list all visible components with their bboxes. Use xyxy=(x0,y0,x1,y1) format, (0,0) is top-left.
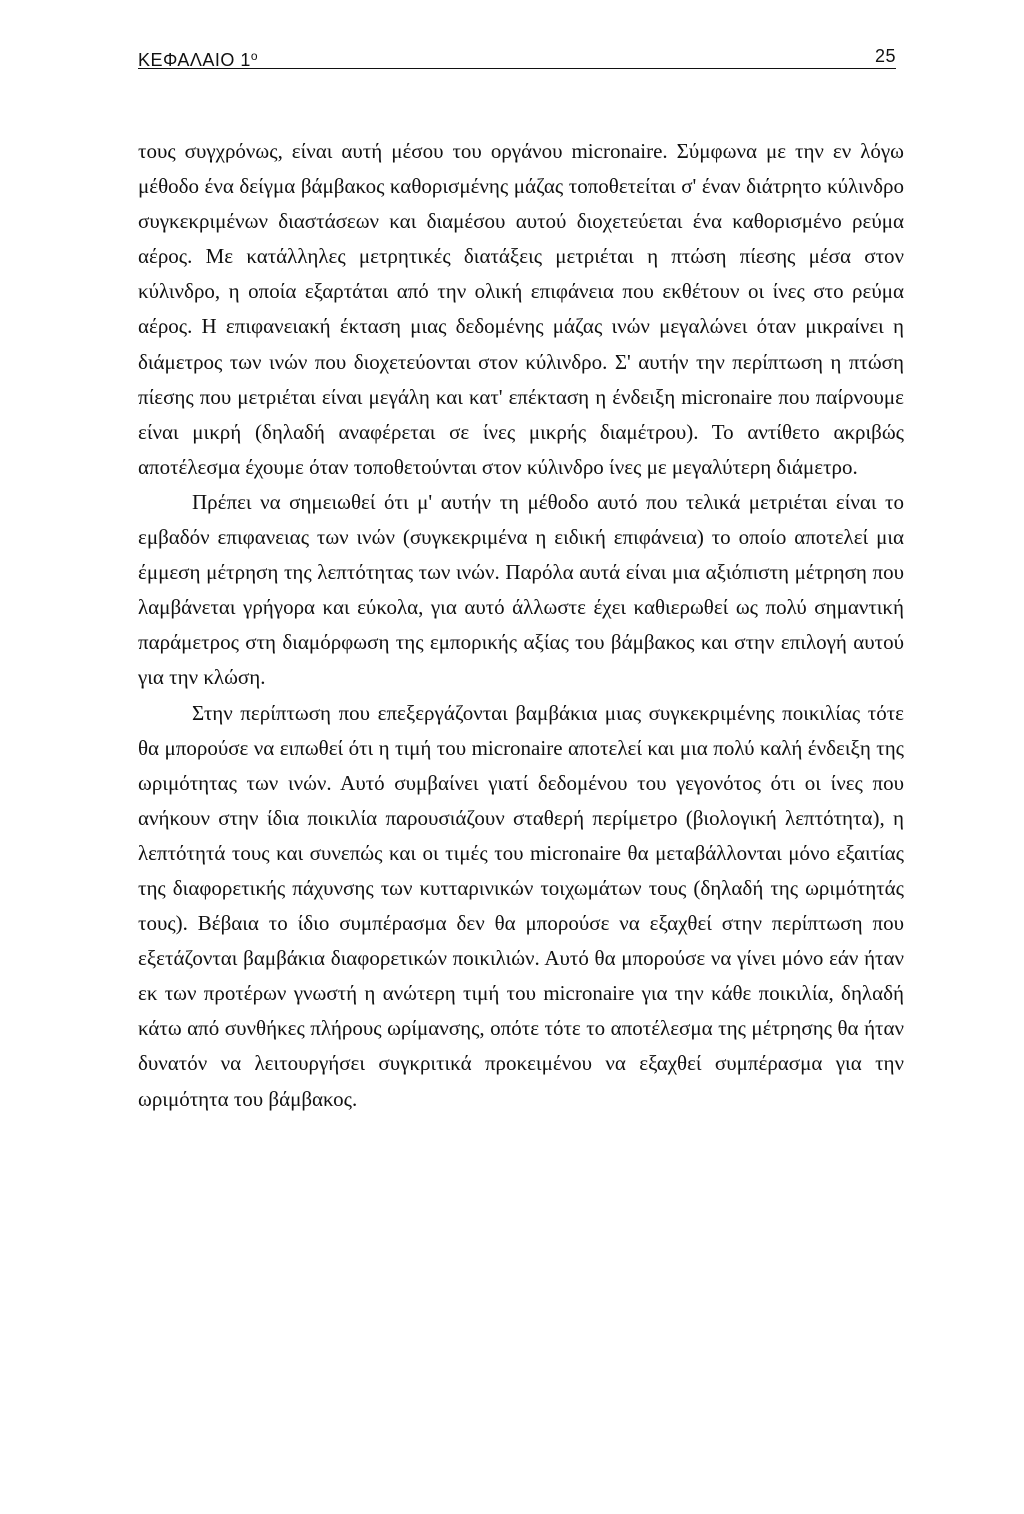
running-header xyxy=(138,46,896,69)
paragraph: Πρέπει να σημειωθεί ότι μ' αυτήν τη μέθοδο αυτό που τελικά μετριέται είναι το εμβαδόν επιφανειας των ινών (συγκεκριμένα η ειδική επιφάνεια) το οποίο αποτελεί μια έμμεση μέτρηση της λεπτότητας των ινών. Παρόλα αυτά είναι μια αξιόπιστη μέτρηση που λαμβάνεται γρήγορα και εύκολα, για αυτό άλλωστε έχει καθιερωθεί ως πολύ σημαντική παράμετρος στη διαμόρφωση της εμπορικής αξίας του βάμβακος και στην επιλογή αυτού για την κλώση. xyxy=(138,489,904,690)
paragraph-continued: τους συγχρόνως, είναι αυτή μέσου του οργάνου micronaire. Σύμφωνα με την εν λόγω μέθοδο ένα δείγμα βάμβακος καθορισμένης μάζας τοποθετείται σ' έναν διάτρητο κύλινδρο συγκεκριμένων διαστάσεων και διαμέσου αυτού διοχετεύεται ένα καθορισμένο ρεύμα αέρος. Με κατάλληλες μετρητικές διατάξεις μετριέται η πτώση πίεσης μέσα στον κύλινδρο, η οποία εξαρτάται από την ολική επιφάνεια που εκθέτουν οι ίνες στο ρεύμα αέρος. Η επιφανειακή έκταση μιας δεδομένης μάζας ινών μεγαλώνει όταν μικραίνει η διάμετρος των ινών που διοχετεύονται στον κύλινδρο. Σ' αυτήν την περίπτωση η πτώση πίεσης που μετριέται είναι μεγάλη και κατ' επέκταση η ένδειξη micronaire που παίρνουμε είναι μικρή (δηλαδή αναφέρεται σε ίνες μικρής διαμέτρου). Το αντίθετο ακριβώς αποτέλεσμα έχουμε όταν τοποθετούνται στον κύλινδρο ίνες με μεγαλύτερη διάμετρο. xyxy=(138,139,904,479)
chapter-label xyxy=(138,46,258,70)
page-number: 25 xyxy=(874,46,896,66)
chapter-title: ΚΕΦΑΛΑΙΟ 1 xyxy=(138,50,251,70)
body-text xyxy=(138,134,904,1117)
paragraph: Στην περίπτωση που επεξεργάζονται βαμβάκια μιας συγκεκριμένης ποικιλίας τότε θα μπορούσε να ειπωθεί ότι η τιμή του micronaire αποτελεί και μια πολύ καλή ένδειξη της ωριμότητας των ινών. Αυτό συμβαίνει γιατί δεδομένου του γεγονότος ότι οι ίνες που ανήκουν στην ίδια ποικιλία παρουσιάζουν σταθερή περίμετρο (βιολογική λεπτότητα), η λεπτότητά τους και συνεπώς και οι τιμές του micronaire θα μεταβάλλονται μόνο εξαιτίας της διαφορετικής πάχυνσης των κυτταρινικών τοιχωμάτων τους (δηλαδή της ωριμότητάς τους). Βέβαια το ίδιο συμπέρασμα δεν θα μπορούσε να εξαχθεί στην περίπτωση που εξετάζονται βαμβάκια διαφορετικών ποικιλιών. Αυτό θα μπορούσε να γίνει μόνο εάν ήταν εκ των προτέρων γνωστή η ανώτερη τιμή του micronaire για την κάθε ποικιλία, δηλαδή κάτω από συνθήκες πλήρους ωρίμανσης, οπότε τότε το αποτέλεσμα της μέτρησης θα ήταν δυνατόν να λειτουργήσει συγκριτικά προκειμένου να εξαχθεί συμπέρασμα για την ωριμότητα του βάμβακος. xyxy=(138,700,904,1111)
chapter-ordinal-suffix: ο xyxy=(250,49,259,63)
